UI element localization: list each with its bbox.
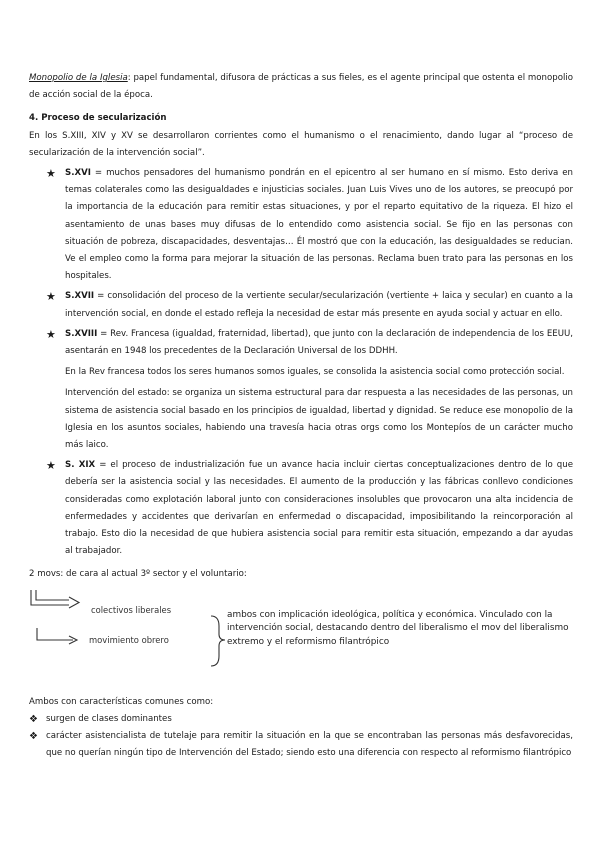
diamond-bullet-icon: ❖ [29, 713, 38, 725]
movs-diagram [29, 586, 573, 692]
common-item [29, 711, 573, 728]
common-intro: Ambos con características comunes como: [29, 696, 214, 707]
bullet-text: = el proceso de industrialización fue un avance hacia incluir ciertas conceptualizaciones dentro de lo que debería ser la asistencia social y las necesidades. El aumento de la producción y las fábricas conllevo condiciones consideradas como explotación laboral junto con consideraciones insolubles que provocaron una alta incidencia de enfermedades y accidentes que derivarían en enfermedad o discapacidad, imposibilitando la reincorporación al trabajo. Esto dio la necesidad de que hubiera asistencia social para remitir esta situación, empezando a dar ayudas al trabajador. [65, 460, 573, 557]
bullet-label: S.XVII [65, 291, 95, 302]
brace [211, 616, 225, 666]
movs-note: ambos con implicación ideológica, política y económica. Vinculado con la intervención social, destacando dentro del liberalismo el mov del liberalismo extremo y el reformismo filantrópico [227, 609, 569, 647]
document-page [29, 70, 573, 763]
arrow-1-line [36, 590, 69, 600]
bullet-label: S.XVIII [65, 328, 98, 339]
star-icon: ★ [46, 167, 56, 181]
section-intro: En los S.XIII, XIV y XV se desarrollaron corrientes como el humanismo o el renacimiento, dando lugar al “proceso de secularización de la intervención social”. [29, 130, 573, 158]
bullet-label: S.XVI [65, 168, 91, 179]
bullet-text: = muchos pensadores del humanismo pondrán en el epicentro al ser humano en sí mismo. Esto deriva en temas colaterales como las desigualdades e injusticias sociales. Juan Luis Vives uno de los autores, se preocupó por la importancia de la educación para remitir estas situaciones, y por el reparto equitativo de la riqueza. El hizo el asentamiento de unas bases muy difusas de lo entendido como asistencia social. Se fijo en las personas con situación de pobreza, discapacidades, desventajas… Él mostró que con la educación, las desigualdades se reducian. Ve el empleo como la forma para mejorar la situación de las personas. Reclama buen trato para las personas en los hospitales. [65, 168, 573, 282]
sub-paragraph-rev-francesa: En la Rev francesa todos los seres humanos somos iguales, se consolida la asistencia social como protección social. [65, 367, 565, 378]
label-movimiento-obrero: movimiento obrero [89, 634, 169, 645]
bullet-s18 [29, 326, 573, 360]
bullet-text: = consolidación del proceso de la vertiente secular/secularización (vertiente + laica y secular) en cuanto a la intervención social, en donde el estado refleja la necesidad de estar más presente en ayuda social y actuar en ello. [65, 291, 573, 319]
common-item [29, 728, 573, 762]
section-heading: 4. Proceso de secularización [29, 113, 167, 124]
star-icon: ★ [46, 290, 56, 304]
sub-paragraph-intervencion: Intervención del estado: se organiza un sistema estructural para dar respuesta a las necesidades de las personas, un sistema de asistencia social basado en los principios de igualdad, libertad y dignidad. Se reduce ese monopolio de la Iglesia en los asuntos sociales, habiendo una travesía hacia otras orgs como los Montepíos de un carácter mucho más laico. [65, 388, 573, 451]
intro-term: Monopolio de la Iglesia [29, 73, 128, 83]
common-item-text: surgen de clases dominantes [46, 713, 172, 724]
star-icon: ★ [46, 327, 56, 341]
arrow-1-head [69, 597, 79, 608]
label-colectivos: colectivos liberales [91, 604, 172, 615]
bullet-label: S. XIX [65, 460, 96, 471]
bullet-s17 [29, 288, 573, 322]
arrow-1-line-outer [31, 590, 69, 605]
diamond-bullet-icon: ❖ [29, 731, 38, 743]
star-icon: ★ [46, 459, 56, 473]
intro-paragraph [29, 70, 573, 104]
bullet-s16 [29, 165, 573, 285]
movs-intro: 2 movs: de cara al actual 3º sector y el voluntario: [29, 569, 247, 580]
arrow-2-line [37, 628, 73, 640]
common-item-text: carácter asistencialista de tutelaje para remitir la situación en la que se encontraban las personas más desfavorecidas, que no querían ningún tipo de Intervención del Estado; siendo esto una diferencia con respecto al reformismo filantrópico [46, 731, 573, 759]
intro-text: : papel fundamental, difusora de prácticas a sus fieles, es el agente principal que ostenta el monopolio de acción social de la época. [29, 73, 574, 101]
bullet-text: = Rev. Francesa (igualdad, fraternidad, libertad), que junto con la declaración de independencia de los EEUU, asentarán en 1948 los precedentes de la Declaración Universal de los DDHH. [65, 328, 573, 357]
bullet-s19 [29, 457, 573, 560]
